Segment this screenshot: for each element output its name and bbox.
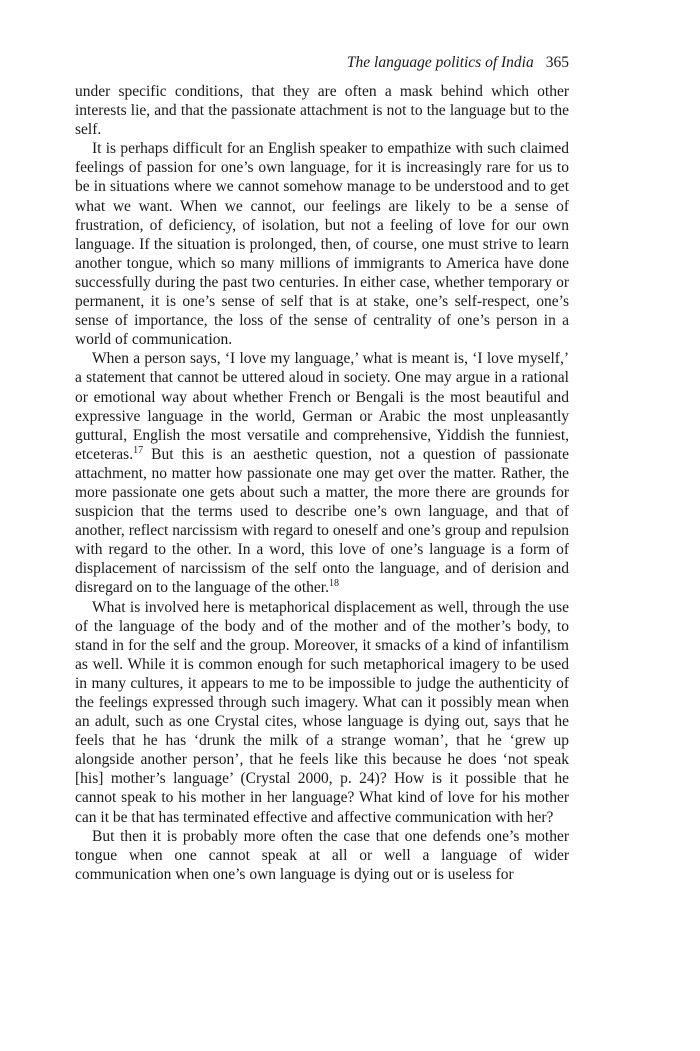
body-text [75,82,569,884]
paragraph-3 [75,349,569,597]
page-number: 365 [545,54,569,71]
running-title: The language politics of India [346,54,534,71]
book-page [75,52,569,884]
footnote-ref-18[interactable]: 18 [328,578,339,590]
paragraph-3-text-b: But this is an aesthetic question, not a question of passionate attachment, no matter how passionate one may get over the matter. Rather, the more passionate one gets about such a matter, the more there are grounds for suspicion that the terms used to describe one’s own language, and that of another, reflect narcissism with regard to oneself and one’s group and repulsion with regard to the other. In a word, this love of one’s language is a form of displacement of narcissism of the self onto the language, and of derision and disregard on to the language of the other. [75,445,569,597]
paragraph-5: But then it is probably more often the case that one defends one’s mother tongue when one cannot speak at all or well a language of wider communication when one’s own language is dying out or is useless for [75,827,569,883]
paragraph-2: It is perhaps difficult for an English speaker to empathize with such claimed feelings of passion for one’s own language, for it is increasingly rare for us to be in situations where we cannot somehow manage to be understood and to get what we want. When we cannot, our feelings are likely to be a sense of frustration, of deficiency, of isolation, but not a feeling of love for our own language. If the situation is prolonged, then, of course, one must strive to learn another tongue, which so many millions of immigrants to America have done successfully during the past two centuries. In either case, whether temporary or permanent, it is one’s sense of self that is at stake, one’s self-respect, one’s sense of importance, the loss of the sense of centrality of one’s person in a world of communication. [75,140,569,349]
running-head [75,52,569,74]
paragraph-1: under specific conditions, that they are often a mask behind which other interests lie, and that the passionate attachment is not to the language but to the self. [75,83,569,139]
paragraph-4: What is involved here is metaphorical displacement as well, through the use of the language of the body and of the mother and of the mother’s body, to stand in for the self and the group. Moreover, it smacks of a kind of infantilism as well. While it is common enough for such metaphorical imagery to be used in many cultures, it appears to me to be impossible to judge the authenticity of the feelings expressed through such imagery. What can it possibly mean when an adult, such as one Crystal cites, whose language is dying out, says that he feels that he has ‘drunk the milk of a strange woman’, that he ‘grew up alongside another person’, that he feels like this because he does ‘not speak [his] mother’s language’ (Crystal 2000, p. 24)? How is it possible that he cannot speak to his mother in her language? What kind of love for his mother can it be that has terminated effective and affective communication with her? [75,598,569,826]
footnote-ref-17[interactable]: 17 [133,444,144,456]
paragraph-3-text-a: When a person says, ‘I love my language,’ what is meant is, ‘I love myself,’ a statement that cannot be uttered aloud in society. One may argue in a rational or emotional way about whether French or Bengali is the most beautiful and expressive language in the world, German or Arabic the most unpleasantly guttural, English the most versatile and comprehensive, Yiddish the funniest, etceteras. [75,350,569,463]
